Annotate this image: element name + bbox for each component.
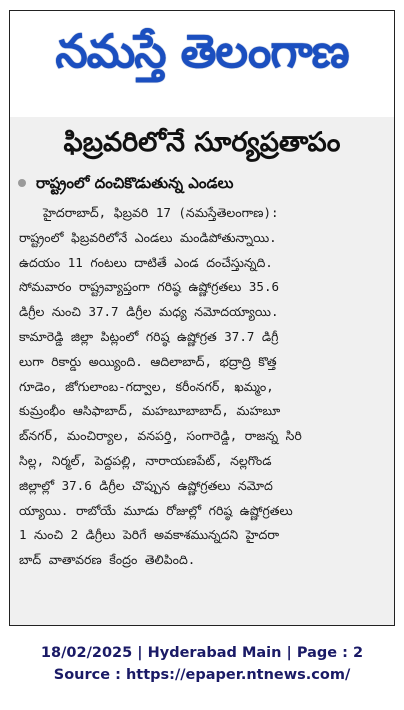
- article-body-line: డిగ్రీల నుంచి 37.7 డిగ్రీల మధ్య నమోదయ్యాయి.: [19, 304, 279, 320]
- clipping-footer: [0, 642, 404, 686]
- bullet-icon: [18, 179, 26, 187]
- article-body-line: బ్‌నగర్, మంచిర్యాల, వనపర్తి, సంగారెడ్డి, రాజన్న సిరి: [19, 428, 302, 444]
- news-clipping: [9, 10, 395, 626]
- article-body: [19, 201, 387, 573]
- article-body-line: ఉదయం 11 గంటలు దాటితే ఎండ దంచేస్తున్నది.: [19, 254, 273, 270]
- edition-info: 18/02/2025 | Hyderabad Main | Page : 2: [40, 645, 364, 661]
- masthead-title: నమస్తే తెలంగాణ: [55, 24, 349, 78]
- article-subheadline-row: [18, 173, 233, 193]
- article-body-line: జిల్లాల్లో 37.6 డిగ్రీల చొప్పున ఉష్ణోగ్రతలు నమోద: [19, 477, 273, 493]
- article-headline: ఫిబ్రవరిలోనే సూర్యప్రతాపం: [63, 127, 341, 158]
- masthead: [10, 11, 394, 103]
- article-body-line: సిల్ల, నిర్మల్, పెద్దపల్లి, నారాయణపేట్, నల్లగొండ: [19, 452, 272, 468]
- article-body-line: 1 నుంచి 2 డిగ్రీలు పెరిగే అవకాశమున్నదని హైదరా: [19, 527, 280, 543]
- article-body-line: గూడెం, జోగులాంబ-గద్వాల, కరీంనగర్, ఖమ్మం,: [19, 378, 274, 394]
- masthead-divider: [10, 103, 394, 117]
- article-body-line: సోమవారం రాష్ట్రవ్యాప్తంగా గరిష్ఠ ఉష్ణోగ్రతలు 35.6: [19, 279, 279, 295]
- article-body-line: హైదరాబాద్, ఫిబ్రవరి 17 (నమస్తేతెలంగాణ):: [43, 205, 279, 220]
- article: [10, 117, 394, 626]
- article-body-line: కుమ్రంభీం ఆసిఫాబాద్, మహబూబాబాద్, మహబూ: [19, 403, 281, 419]
- article-body-line: లుగా రికార్డు అయ్యింది. ఆదిలాబాద్, భద్రాద్రి కొత్త: [19, 353, 277, 369]
- article-body-line: బాద్ వాతావరణ కేంద్రం తెలిపింది.: [19, 552, 196, 568]
- article-subheadline: రాష్ట్రంలో దంచికొడుతున్న ఎండలు: [36, 174, 234, 192]
- article-body-line: య్యాయి. రాబోయే మూడు రోజుల్లో గరిష్ఠ ఉష్ణోగ్రతలు: [19, 502, 293, 518]
- source-link[interactable]: Source : https://epaper.ntnews.com/: [53, 667, 351, 683]
- article-body-line: కామారెడ్డి జిల్లా పిట్లంలో గరిష్ఠ ఉష్ణోగ్రత 37.7 డిగ్రీ: [19, 328, 279, 344]
- article-body-line: రాష్ట్రంలో ఫిబ్రవరిలోనే ఎండలు మండిపోతున్నాయి.: [19, 229, 277, 245]
